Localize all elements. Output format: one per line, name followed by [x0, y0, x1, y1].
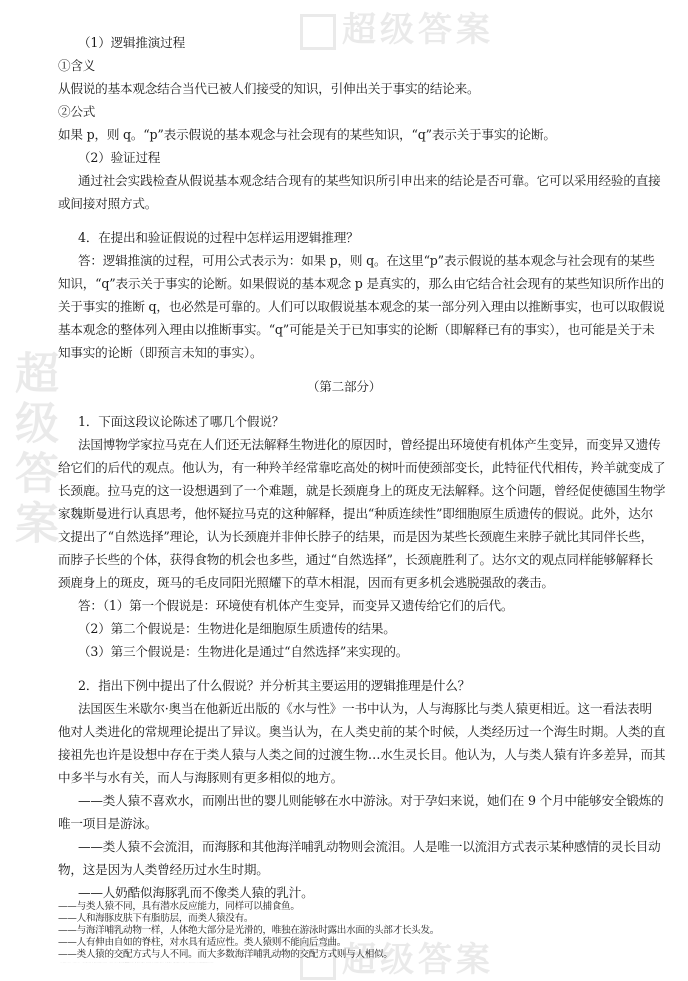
answer-line: 类比推理。因为它是通过对人与海豚的相似之处进行比较而得出结论的。 — [182, 962, 215, 963]
overflow-holder — [58, 962, 668, 963]
body-line: 长颈鹿。拉马克的这一设想遇到了一个难题，就是长颈鹿身上的斑皮无法解释。这个问题，曾经促使德国生物学 — [58, 483, 666, 498]
point-line: ——类人猿的交配方式与人不同。而大多数海洋哺乳动物的交配方式则与人相似。 — [58, 949, 393, 960]
answer-line: （2）第二个假说是：生物进化是细胞原生质遗传的结果。 — [78, 621, 396, 636]
answer-line: （3）第三个假说是：生物进化是通过“自然选择”来实现的。 — [78, 644, 409, 659]
body-line: 颈鹿身上的斑皮，斑马的毛皮同阳光照耀下的草木相混，因而有更多机会逃脱强敌的袭击。 — [58, 575, 554, 590]
point-line: ——人有伸由自如的脊柱，对水具有适应性。类人猿则不能向后弯曲。 — [58, 937, 347, 948]
point-line: ——与海洋哺乳动物一样，人体绝大部分是光滑的，唯独在游泳时露出水面的头部才长头发。 — [58, 925, 440, 936]
point-line: 如此。 — [104, 962, 108, 963]
point-line: ——人奶酷似海豚乳而不像类人猿的乳汁。 — [78, 885, 314, 900]
answer-line: 关于事实的推断 q，也必然是可靠的。人们可以取假说基本观念的某一部分列入理由以推断事实，也可以取假说 — [58, 299, 665, 314]
point-line: ——人和海豚一样，相互之间是通过声音交流复杂的信息的。 — [107, 962, 135, 963]
verify-text-line: 通过社会实践检查从假说基本观念结合现有的某些知识所引申出来的结论是否可靠。它可以采用经验的直接 — [78, 173, 661, 188]
sub-label-formula: ②公式 — [58, 104, 96, 119]
answer-line: 基本观念的整体列入理由以推断事实。“q”可能是关于已知事实的论断（即解释已有的事实），也可能是关于未 — [58, 322, 655, 337]
sub-label-meaning: ①含义 — [58, 58, 96, 73]
part-two-title: （第二部分） — [306, 379, 382, 394]
point-line: ——海豚像人那样在分娩时有经验丰富的雌性“助产士”在身旁守候，准备接生新生婴儿，而类人猿则不是 — [58, 962, 105, 963]
answer-line: 答：（1）第一个假说是：环境使有机体产生变异，而变异又遗传给它们的后代。 — [78, 598, 514, 613]
compressed-remainder — [58, 901, 668, 961]
point-line: ——类人猿不喜欢水，而刚出世的婴儿则能够在水中游泳。对于孕妇来说，她们在 9 个月中能够安全锻炼的 — [78, 793, 664, 808]
point-line: 唯一项目是游泳。 — [58, 816, 158, 831]
question-2: 2．指出下例中提出了什么假说？并分析其主要运用的逻辑推理是什么？ — [78, 678, 471, 693]
verify-text-line: 或间接对照方式。 — [58, 196, 158, 211]
body-line: 他对人类进化的常规理论提出了异议。奥当认为，在人类史前的某个时候，人类经历过一个海生时期。人类的直 — [58, 724, 666, 739]
answer-line: 答：逻辑推演的过程，可用公式表示为：如果 p，则 q。在这里“p”表示假说的基本观念与社会现有的某些 — [78, 253, 655, 268]
body-line: 家魏斯曼进行认真思考，他怀疑拉马克的这种解释，提出“种质连续性”即细胞原生质遗传的假说。此外，达尔 — [58, 506, 653, 521]
body-line: 给它们的后代的观点。他认为，有一种羚羊经常靠吃高处的树叶而使颈部变长，此特征代代相传，羚羊就变成了 — [58, 460, 666, 475]
point-line: 物，这是因为人类曾经历过水生时期。 — [58, 862, 269, 877]
sub-text-formula: 如果 p，则 q。“p”表示假说的基本观念与社会现有的某些知识，“q”表示关于事实的论断。 — [58, 127, 556, 142]
point-line: ——人和海豚皮肤下有脂肪层，而类人猿没有。 — [58, 913, 254, 924]
body-line: 法国医生米歇尔·奥当在他新近出版的《水与性》一书中认为，人与海豚比与类人猿更相近。这一看法表明 — [78, 701, 652, 716]
body-line: 中多半与水有关，而人与海豚则有更多相似的地方。 — [58, 770, 344, 785]
watermark-seal-icon — [300, 14, 336, 50]
body-line: 而脖子长些的个体，获得食物的机会也多些，通过“自然选择”，长颈鹿胜利了。达尔文的观点同样能够解释长 — [58, 552, 653, 567]
watermark-top: 超级答案 — [300, 2, 494, 51]
point-line: ——类人猿不会流泪，而海豚和其他海洋哺乳动物则会流泪。人是唯一以流泪方式表示某种感情的灵长目动 — [78, 839, 661, 854]
sub-text-meaning: 从假说的基本观念结合当代已被人们接受的知识，引伸出关于事实的结论来。 — [58, 81, 480, 96]
answer-line: 答：这里提出的假说是：人类的直接祖先不是类人猿而可能是海豚。提出这个假说时主要运用的逻辑推理是 — [135, 962, 183, 963]
section-heading-verify: （2）验证过程 — [78, 150, 161, 165]
body-line: 文提出了“自然选择”理论，认为长颈鹿并非伸长脖子的结果，而是因为某些长颈鹿生来脖子就比其同伴长些， — [58, 529, 653, 544]
body-line: 法国博物学家拉马克在人们还无法解释生物进化的原因时，曾经提出环境使有机体产生变异，而变异又遗传 — [78, 437, 661, 452]
watermark-side: 超级答案 — [7, 350, 58, 550]
question-4: 4．在提出和验证假说的过程中怎样运用逻辑推理？ — [78, 230, 359, 245]
body-line: 接祖先也许是设想中存在于类人猿与人类之间的过渡生物…水生灵长目。他认为，人与类人猿有许多差异，而其 — [58, 747, 666, 762]
section-heading-logic: （1）逻辑推演过程 — [78, 35, 185, 50]
question-1: 1．下面这段议论陈述了哪几个假说？ — [78, 414, 285, 429]
answer-line: 知识，“q”表示关于事实的论断。如果假说的基本观念 p 是真实的，那么由它结合社会现有的某些知识所作出的 — [58, 276, 664, 291]
point-line: ——与类人猿不同，具有潜水反应能力，同样可以捕食鱼。 — [58, 901, 300, 912]
watermark-bottom: 超级答案 — [300, 932, 494, 981]
answer-line: 知事实的论断（即预言未知的事实）。 — [58, 345, 263, 360]
